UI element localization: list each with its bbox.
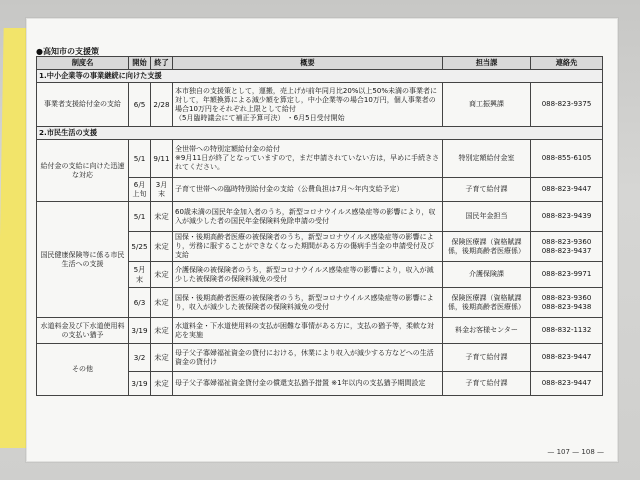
cell-dept: 特別定額給付金室: [443, 140, 531, 178]
table-row: [37, 202, 603, 232]
cell-dept: 子育て給付課: [443, 178, 531, 202]
cell-start: 6月上旬: [129, 178, 151, 202]
cell-contact: 088-823-9447: [531, 344, 603, 372]
header-summary: 概要: [173, 57, 443, 70]
page-number-footer: — 107 — 108 —: [547, 448, 604, 456]
header-contact: 連絡先: [531, 57, 603, 70]
cell-end: 9/11: [151, 140, 173, 178]
cell-end: 未定: [151, 262, 173, 288]
cell-dept: 国民年金担当: [443, 202, 531, 232]
table-row: [37, 344, 603, 372]
cell-end: 未定: [151, 344, 173, 372]
cell-dept: 料金お客様センター: [443, 318, 531, 344]
cell-contact: 088-832-1132: [531, 318, 603, 344]
cell-name: 事業者支援給付金の支給: [37, 83, 129, 127]
section-title: ●高知市の支援策: [36, 47, 99, 56]
cell-dept: 子育て給付課: [443, 344, 531, 372]
cell-dept: 保険医療課（資格賦課係，後期高齢者医療係）: [443, 288, 531, 318]
header-start: 開始: [129, 57, 151, 70]
cell-summary: 本市独自の支援策として，運搬，売上げが前年同月比20%以上50%未満の事業者に対して，年額換算による減少額を算定し，中小企業等の場合10万円，個人事業者の場合10万円をそれぞれ上限として給付 （5月臨時議会にて補正予算可決） ・6月5日受付開始: [173, 83, 443, 127]
cell-dept: 商工振興課: [443, 83, 531, 127]
cell-end: 2/28: [151, 83, 173, 127]
cell-start: 6/3: [129, 288, 151, 318]
cell-summary: 介護保険の被保険者のうち，新型コロナウイルス感染症等の影響により，収入が減少した被保険者の保険料減免の受付: [173, 262, 443, 288]
header-dept: 担当課: [443, 57, 531, 70]
cell-contact: 088-823-9971: [531, 262, 603, 288]
cell-summary: 母子父子寡婦福祉資金貸付金の償還支払猶予措置 ※1年以内の支払猶予期間設定: [173, 372, 443, 396]
category-label: 1.中小企業等の事業継続に向けた支援: [37, 70, 603, 83]
cell-name: 水道料金及び下水道使用料の支払い猶予: [37, 318, 129, 344]
cell-dept: 介護保険課: [443, 262, 531, 288]
cell-contact: 088-823-9375: [531, 83, 603, 127]
cell-summary: 国保・後期高齢者医療の被保険者のうち，新型コロナウイルス感染症等の影響により，収入が減少した被保険者の保険料減免の受付: [173, 288, 443, 318]
cell-summary: 母子父子寡婦福祉資金の貸付における，休業により収入が減少する方などへの生活資金の貸付け: [173, 344, 443, 372]
cell-contact: 088-823-9360 088-823-9437: [531, 232, 603, 262]
cell-contact: 088-823-9439: [531, 202, 603, 232]
cell-name: 給付金の支給に向けた迅速な対応: [37, 140, 129, 202]
table-row: [37, 318, 603, 344]
category-label: 2.市民生活の支援: [37, 127, 603, 140]
cell-summary: 子育て世帯への臨時特別給付金の支給（公費負担は7月～年内支給予定）: [173, 178, 443, 202]
category-row: [37, 127, 603, 140]
cell-summary: 水道料金・下水道使用料の支払が困難な事情がある方に，支払の猶予等，柔軟な対応を実施: [173, 318, 443, 344]
cell-start: 6/5: [129, 83, 151, 127]
cell-name: その他: [37, 344, 129, 396]
table-header-row: [37, 57, 603, 70]
cell-start: 5/1: [129, 202, 151, 232]
cell-start: 3/19: [129, 372, 151, 396]
cell-start: 5月末: [129, 262, 151, 288]
cell-summary: 60歳未満の国民年金加入者のうち，新型コロナウイルス感染症等の影響により，収入が減少した者の国民年金保険料免除申請の受付: [173, 202, 443, 232]
cell-contact: 088-823-9360 088-823-9438: [531, 288, 603, 318]
cell-contact: 088-823-9447: [531, 178, 603, 202]
table-row: [37, 140, 603, 178]
cell-start: 3/19: [129, 318, 151, 344]
cell-summary: 全世帯への特別定額給付金の給付 ※9月11日が終了となっていますので，まだ申請されていない方は，早めに手続きされてください。: [173, 140, 443, 178]
cell-contact: 088-823-9447: [531, 372, 603, 396]
support-measures-table: [36, 56, 603, 396]
cell-start: 3/2: [129, 344, 151, 372]
cell-end: 未定: [151, 232, 173, 262]
cell-name: 国民健康保険等に係る市民生活への支援: [37, 202, 129, 318]
cell-start: 5/1: [129, 140, 151, 178]
cell-end: 3月末: [151, 178, 173, 202]
cell-dept: 保険医療課（資格賦課係，後期高齢者医療係）: [443, 232, 531, 262]
header-name: 制度名: [37, 57, 129, 70]
cell-end: 未定: [151, 318, 173, 344]
header-end: 終了: [151, 57, 173, 70]
category-row: [37, 70, 603, 83]
cell-end: 未定: [151, 202, 173, 232]
cell-end: 未定: [151, 372, 173, 396]
cell-dept: 子育て給付課: [443, 372, 531, 396]
cell-contact: 088-855-6105: [531, 140, 603, 178]
cell-summary: 国保・後期高齢者医療の被保険者のうち，新型コロナウイルス感染症等の影響により，労務に服することができなくなった期間がある方の傷病手当金の申請受付及び支給: [173, 232, 443, 262]
table-row: [37, 83, 603, 127]
cell-start: 5/25: [129, 232, 151, 262]
cell-end: 未定: [151, 288, 173, 318]
